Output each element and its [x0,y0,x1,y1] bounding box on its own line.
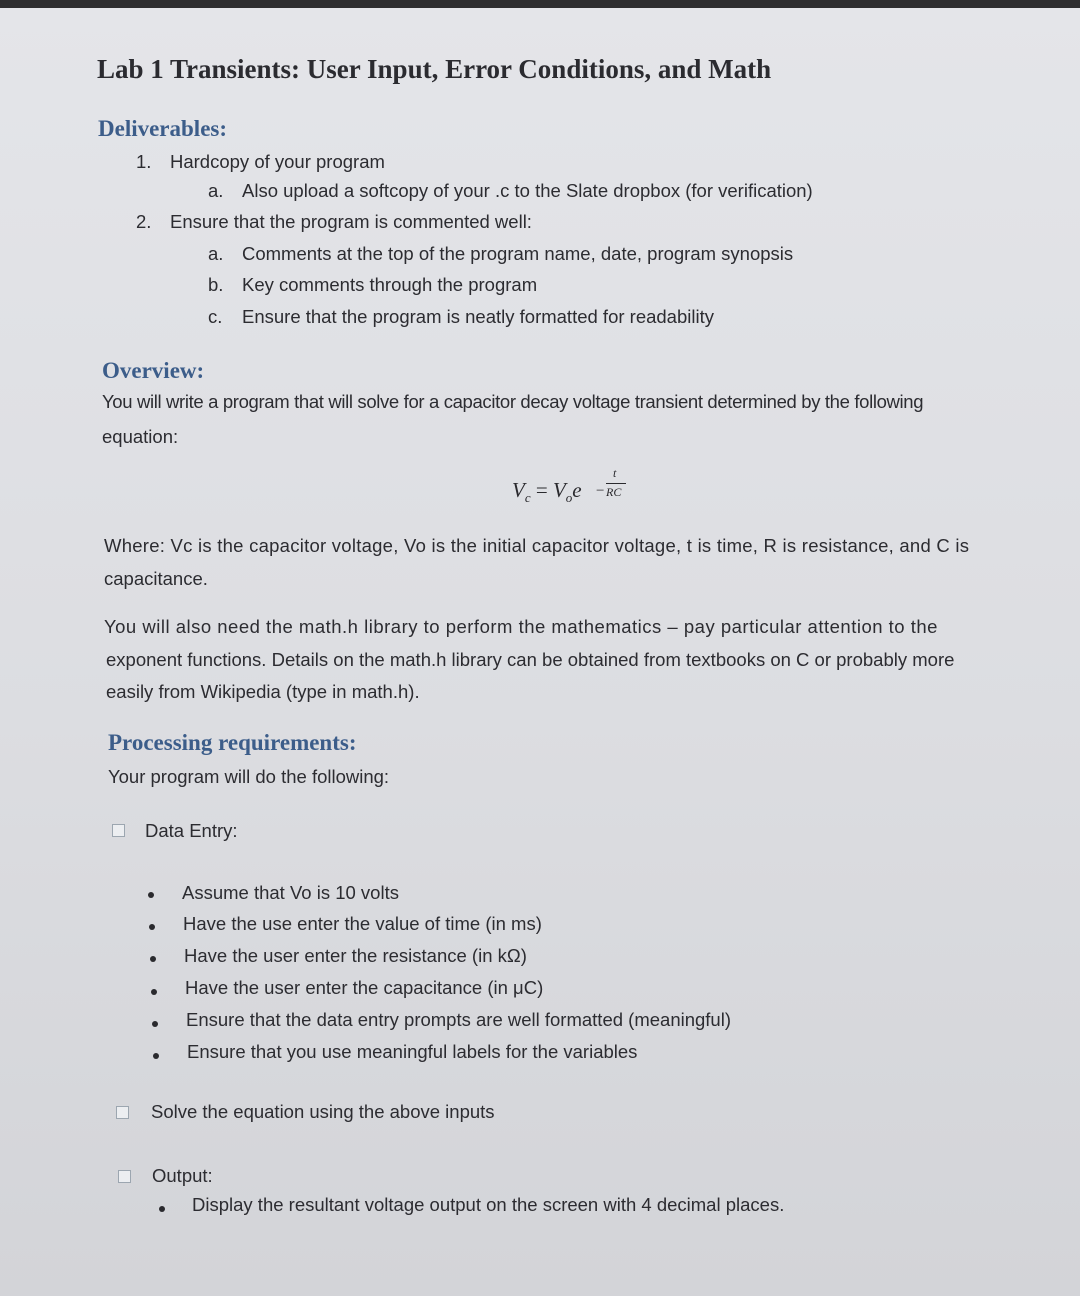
deliverable-item-1 [136,151,385,173]
data-entry-bullet: Assume that Vo is 10 volts [182,882,399,903]
output-bullet: Display the resultant voltage output on the screen with 4 decimal places. [192,1194,785,1215]
item-text: Also upload a softcopy of your .c to the Slate dropbox (for verification) [242,180,813,201]
data-entry-label: Data Entry: [145,820,238,841]
item-letter: a. [208,243,224,264]
item-letter: b. [208,274,224,295]
item-letter: a. [208,180,224,201]
where-line: Where: Vc is the capacitor voltage, Vo is the initial capacitor voltage, t is time, R is resistance, and C is [104,535,970,556]
deliverable-item-2b [208,274,537,296]
overview-paragraph-line: equation: [102,426,179,447]
item-number: 2. [136,211,152,232]
deliverable-item-2c [208,306,714,328]
checkbox-bullet-icon [118,1170,131,1183]
math-paragraph-line: easily from Wikipedia (type in math.h). [106,681,420,702]
eq-vo-symbol: V [552,478,566,502]
data-entry-bullet: Have the user enter the resistance (in kΩ) [184,945,527,966]
item-text: Comments at the top of the program name, date, program synopsis [242,243,794,264]
eq-exponent-denominator: RC [606,485,622,499]
math-paragraph-line: exponent functions. Details on the math.h library can be obtained from textbooks on C or probably more [106,649,955,670]
eq-vc-subscript: c [524,490,531,506]
checkbox-bullet-icon [112,824,125,837]
data-entry-bullet: Have the user enter the capacitance (in μC) [185,977,544,998]
eq-vc-symbol: V [512,478,525,502]
deliverable-item-2a [208,243,793,265]
overview-heading: Overview: [102,358,205,383]
eq-exponent-minus: − [596,483,605,499]
item-text: Ensure that the program is neatly formatted for readability [242,306,714,327]
output-label: Output: [152,1165,213,1186]
item-letter: c. [208,306,223,327]
solve-equation-item: Solve the equation using the above inputs [151,1101,495,1122]
document-page [0,8,1080,1296]
where-line: capacitance. [104,568,208,589]
math-paragraph-line: You will also need the math.h library to perform the mathematics – pay particular attention to the [104,616,938,637]
capacitor-decay-equation [512,478,582,506]
processing-intro: Your program will do the following: [108,766,390,787]
item-text: Key comments through the program [242,274,538,295]
top-edge-bar [0,0,1080,8]
eq-e-symbol: e [572,478,582,502]
eq-vo-subscript: o [565,490,573,506]
deliverables-heading: Deliverables: [98,116,228,141]
bullet-dot-icon [148,892,154,898]
deliverable-item-2 [136,211,532,233]
overview-paragraph-line: You will write a program that will solve for a capacitor decay voltage transient determined by the following [102,391,924,412]
item-text: Hardcopy of your program [170,151,385,172]
item-number: 1. [136,151,152,172]
data-entry-bullet: Ensure that the data entry prompts are well formatted (meaningful) [186,1009,731,1030]
page-title: Lab 1 Transients: User Input, Error Conditions, and Math [97,54,772,84]
bullet-dot-icon [149,924,155,930]
bullet-dot-icon [159,1206,165,1212]
eq-equals: = [535,478,548,502]
data-entry-bullet: Ensure that you use meaningful labels for the variables [187,1041,638,1062]
bullet-dot-icon [151,989,157,995]
checkbox-bullet-icon [116,1106,129,1119]
bullet-dot-icon [152,1021,158,1027]
processing-heading: Processing requirements: [108,730,357,755]
eq-fraction-bar [606,483,626,484]
bullet-dot-icon [150,956,156,962]
bullet-dot-icon [153,1053,159,1059]
eq-exponent-numerator: t [613,466,617,480]
deliverable-item-1a [208,180,813,202]
item-text: Ensure that the program is commented well: [170,211,532,232]
data-entry-bullet: Have the use enter the value of time (in ms) [183,913,542,934]
